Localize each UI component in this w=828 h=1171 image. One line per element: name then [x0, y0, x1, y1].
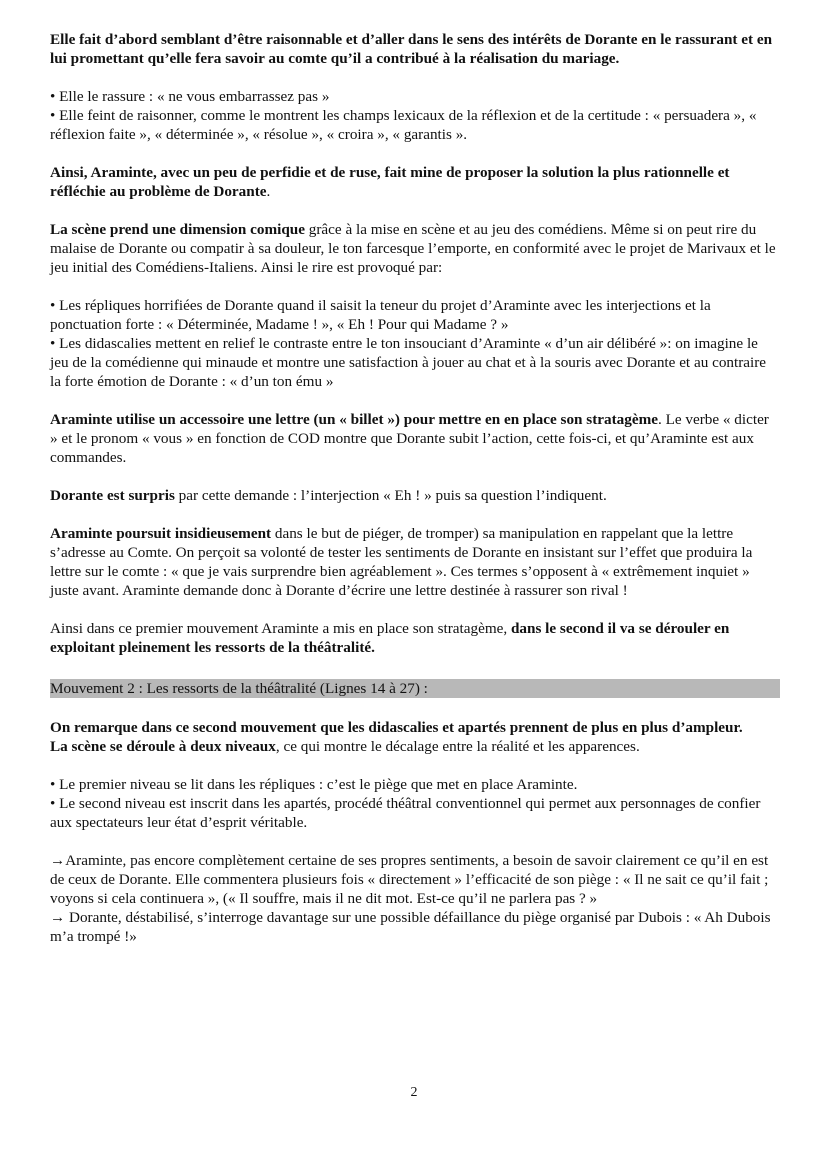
paragraph-comic — [50, 220, 780, 277]
paragraph-conclusion-ruse — [50, 163, 780, 201]
text: grâce à la mise en scène et au jeu des comédiens. Même si on peut rire du malaise de Dorante ou compatir à sa douleur, le ton farcesque l’emporte, en conformité avec le projet de Marivaux et le jeu initial des Comédiens-Italiens. Ainsi le rire est provoqué par: — [50, 221, 776, 276]
paragraph-transition — [50, 619, 780, 657]
bullet-item: • Elle le rassure : « ne vous embarrassez pas » — [50, 88, 330, 105]
arrow-item: → Dorante, déstabilisé, s’interroge davantage sur une possible défaillance du piège organisé par Dubois : « Ah Dubois m’a trompé !» — [50, 909, 771, 945]
paragraph-letter — [50, 410, 780, 467]
bullet-item: • Le premier niveau se lit dans les répliques : c’est le piège que met en place Araminte. — [50, 776, 578, 793]
text: Ainsi dans ce premier mouvement Araminte a mis en place son stratagème, — [50, 620, 511, 637]
paragraph-insidious — [50, 524, 780, 600]
bold-text: dans le second il va se dérouler en exploitant pleinement les ressorts de la théâtralité. — [50, 620, 730, 656]
page-number: 2 — [410, 1085, 418, 1100]
text: , ce qui montre le décalage entre la réalité et les apparences. — [275, 738, 640, 755]
bullet-item: • Le second niveau est inscrit dans les apartés, procédé théâtral conventionnel qui permet aux personnages de confier aux spectateurs leur état d’esprit véritable. — [50, 795, 761, 831]
bold-text: La scène se déroule à deux niveaux — [50, 738, 276, 755]
paragraph-two-levels — [50, 737, 780, 756]
paragraph-surprise — [50, 486, 780, 505]
bullet-item: • Elle feint de raisonner, comme le montrent les champs lexicaux de la réflexion et de la certitude : « persuadera », « réflexion faite », « déterminée », « résolue », « croira », « garantis ». — [50, 107, 757, 143]
section-heading: Mouvement 2 : Les ressorts de la théâtralité (Lignes 14 à 27) : — [50, 679, 780, 698]
bold-text: On remarque dans ce second mouvement que les didascalies et apartés prennent de plus en plus d’ampleur. — [50, 719, 743, 736]
bold-text: Elle fait d’abord semblant d’être raisonnable et d’aller dans le sens des intérêts de Dorante en le rassurant et en lui promettant qu’elle fera savoir au comte qu’il a contribué à la réalisation du mariage. — [50, 31, 773, 67]
text: . Le verbe « dicter » et le pronom « vous » en fonction de COD montre que Dorante subit l’action, cette fois-ci, et qu’Araminte est aux commandes. — [50, 411, 769, 466]
paragraph-intro — [50, 30, 780, 68]
text: dans le but de piéger, de tromper) sa manipulation en rappelant que la lettre s’adresse au Comte. On perçoit sa volonté de tester les sentiments de Dorante en insistant sur l’effet que produira la lettre sur le comte : « que je vais surprendre bien agréablement ». Ces termes s’opposent à « extrêmement inquiet » juste avant. Araminte demande donc à Dorante d’écrire une lettre destinée à rassurer son rival ! — [50, 525, 753, 599]
bold-text: Araminte poursuit insidieusement — [50, 525, 272, 542]
bullet-item: • Les didascalies mettent en relief le contraste entre le ton insouciant d’Araminte « d’un air délibéré »: on imagine le jeu de la comédienne qui minaude et montre une satisfaction à jouer au chat et à la souris avec Dorante et au contraire la forte émotion de Dorante : « d’un ton ému » — [50, 335, 767, 390]
text: . — [266, 183, 271, 200]
document-page — [50, 30, 780, 946]
bold-text: La scène prend une dimension comique — [50, 221, 305, 238]
bold-text: Dorante est surpris — [50, 487, 175, 504]
arrow-item: →Araminte, pas encore complètement certaine de ses propres sentiments, a besoin de savoir clairement ce qu’il en est de ceux de Dorante. Elle commentera plusieurs fois « directement » l’efficacité de son piège : « Il ne sait ce qu’il fait ; voyons si cela continuera », (« Il souffre, mais il ne dit mot. Est-ce qu’il ne parlera pas ? » — [50, 852, 769, 907]
text: par cette demande : l’interjection « Eh ! » puis sa question l’indiquent. — [174, 487, 607, 504]
bold-text: Araminte utilise un accessoire une lettre (un « billet ») pour mettre en en place son stratagème — [50, 411, 658, 428]
paragraph-didascalies — [50, 718, 780, 737]
bold-text: Ainsi, Araminte, avec un peu de perfidie et de ruse, fait mine de proposer la solution la plus rationnelle et réfléchie au problème de Dorante — [50, 164, 730, 200]
bullet-item: • Les répliques horrifiées de Dorante quand il saisit la teneur du projet d’Araminte avec les interjections et la ponctuation forte : « Déterminée, Madame ! », « Eh ! Pour qui Madame ? » — [50, 297, 711, 333]
